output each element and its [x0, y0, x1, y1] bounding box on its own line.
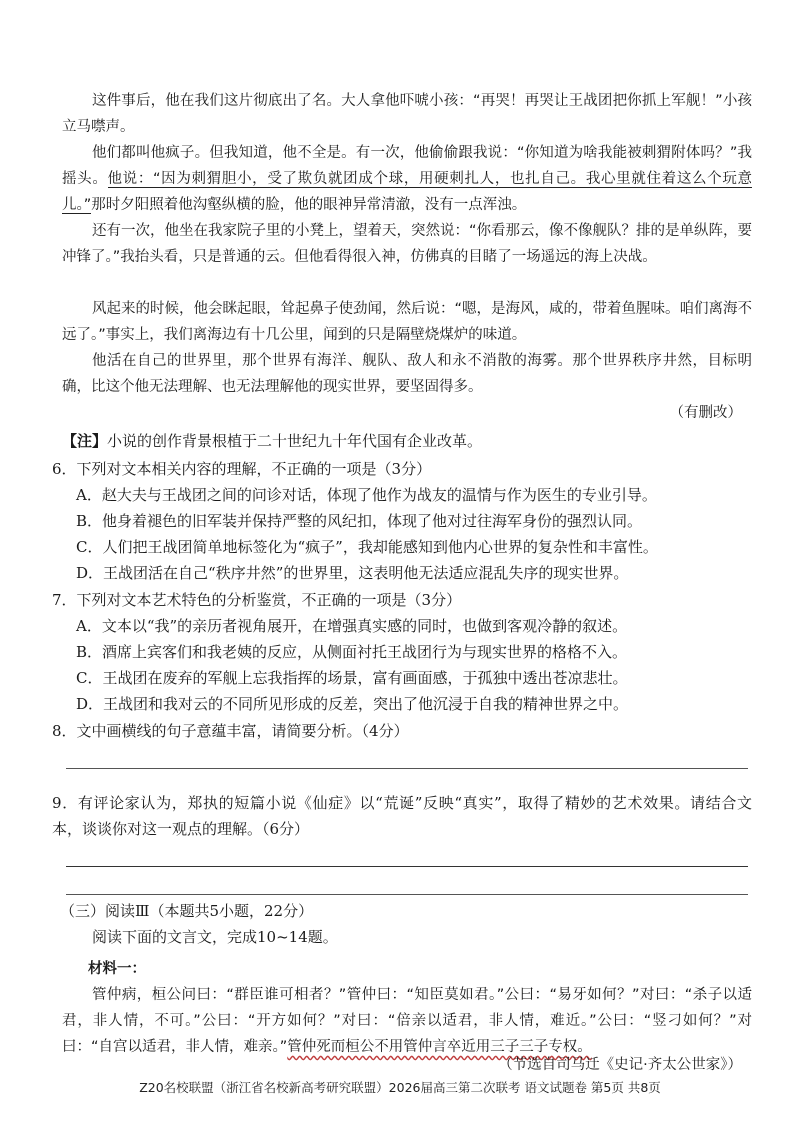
question-7-option-c: C．王战团在废弃的军舰上忘我指挥的场景，富有画面感，于孤独中透出苍凉悲壮。: [76, 669, 628, 687]
section-3-instruction: 阅读下面的文言文，完成10~14题。: [92, 928, 338, 946]
question-6-option-b: B．他身着褪色的旧军装并保持严整的风纪扣，体现了他对过往海军身份的强烈认同。: [76, 512, 643, 530]
story-paragraph-3: 还有一次，他坐在我家院子里的小凳上，望着天，突然说：“你看那云，像不像舰队？排的是单纵阵，要冲锋了。”我抬头看，只是普通的云。但他看得很入神，仿佛真的目睹了一场遥远的海上决战。: [62, 223, 753, 265]
story-paragraph-5: 他活在自己的世界里，那个世界有海洋、舰队、敌人和永不消散的海雾。那个世界秩序井然，目标明确，比这个他无法理解、也无法理解他的现实世界，要坚固得多。: [62, 353, 752, 395]
page-footer: Z20名校联盟（浙江省名校新高考研究联盟）2026届高三第二次联考 语文试题卷 第5页 共8页: [139, 1080, 661, 1095]
edited-note: （有删改）: [669, 405, 742, 421]
question-6-option-c: C．人们把王战团简单地标签化为“疯子”，我却能感知到他内心世界的复杂性和丰富性。: [76, 538, 658, 556]
answer-line-q9-1[interactable]: [66, 866, 748, 867]
question-7-option-b: B．酒席上宾客们和我老姨的反应，从侧面衬托王战团行为与现实世界的格格不入。: [76, 643, 628, 661]
material-1-body: 管仲病，桓公问曰：“群臣谁可相者？”管仲曰：“知臣莫如君。”公曰：“易牙如何？”对曰：“杀子以适君，非人情，不可。”公曰：“开方如何？”对曰：“倍亲以适君，非人情，难近。”公曰：“竖刁如何？”对曰：“自宫以适君，非人情，难亲。”: [62, 987, 752, 1055]
story-paragraph-2-end: 那时夕阳照着他沟壑纵横的脸，他的眼神异常清澈，没有一点浑浊。: [91, 197, 527, 213]
material-1-source: （节选自司马迁《史记·齐太公世家》）: [498, 1057, 742, 1073]
answer-line-q8[interactable]: [66, 768, 748, 769]
story-paragraph-4: 风起来的时候，他会眯起眼，耸起鼻子使劲闻，然后说：“嗯，是海风，咸的，带着鱼腥味。咱们离海不远了。”事实上，我们离海边有十几公里，闻到的只是隔壁烧煤炉的味道。: [62, 301, 753, 343]
question-7-option-a: A．文本以“我”的亲历者视角展开，在增强真实感的同时，也做到客观冷静的叙述。: [76, 617, 628, 635]
question-6-option-a: A．赵大夫与王战团之间的问诊对话，体现了他作为战友的温情与作为医生的专业引导。: [76, 486, 657, 504]
underlined-sentence: 他说：“因为刺猬胆小，受了欺负就团成个球，用硬刺扎人，也扎自己。我心里就住着这么个玩意儿。”: [62, 171, 752, 213]
question-8-stem: 8．文中画横线的句子意蕴丰富，请简要分析。（4分）: [52, 722, 409, 740]
question-7-option-d: D．王战团和我对云的不同所见形成的反差，突出了他沉浸于自我的精神世界之中。: [76, 695, 629, 713]
story-paragraph-2: [62, 140, 752, 218]
question-6-stem: 6．下列对文本相关内容的理解，不正确的一项是（3分）: [52, 460, 432, 478]
material-1-text: [62, 982, 752, 1060]
question-9-stem: 9．有评论家认为，郑执的短篇小说《仙症》以“荒诞”反映“真实”，取得了精妙的艺术效果。请结合文本，谈谈你对这一观点的理解。（6分）: [52, 794, 752, 838]
note-tag: 【注】: [62, 432, 108, 450]
section-3-heading: （三）阅读Ⅲ（本题共5小题，22分）: [60, 902, 314, 920]
story-paragraph-2-start: 他们都叫他疯子。但我知道，他不全是。有一次，他偷偷跟我说：“你知道为啥我能被刺猬附体吗？”我摇头。: [62, 145, 752, 187]
answer-line-q9-2[interactable]: [66, 894, 748, 895]
wavy-underlined-sentence: 管仲死而桓公不用管仲言卒近用三子三子专权。: [287, 1039, 592, 1055]
material-1-label: 材料一：: [88, 961, 146, 977]
story-paragraph-1: 这件事后，他在我们这片彻底出了名。大人拿他吓唬小孩：“再哭！再哭让王战团把你抓上军舰！”小孩立马噤声。: [62, 93, 752, 135]
background-note: [62, 428, 752, 454]
question-7-stem: 7．下列对文本艺术特色的分析鉴赏，不正确的一项是（3分）: [52, 591, 462, 609]
question-6-option-d: D．王战团活在自己“秩序井然”的世界里，这表明他无法适应混乱失序的现实世界。: [76, 564, 629, 582]
note-text: 小说的创作背景根植于二十世纪九十年代国有企业改革。: [107, 432, 483, 450]
